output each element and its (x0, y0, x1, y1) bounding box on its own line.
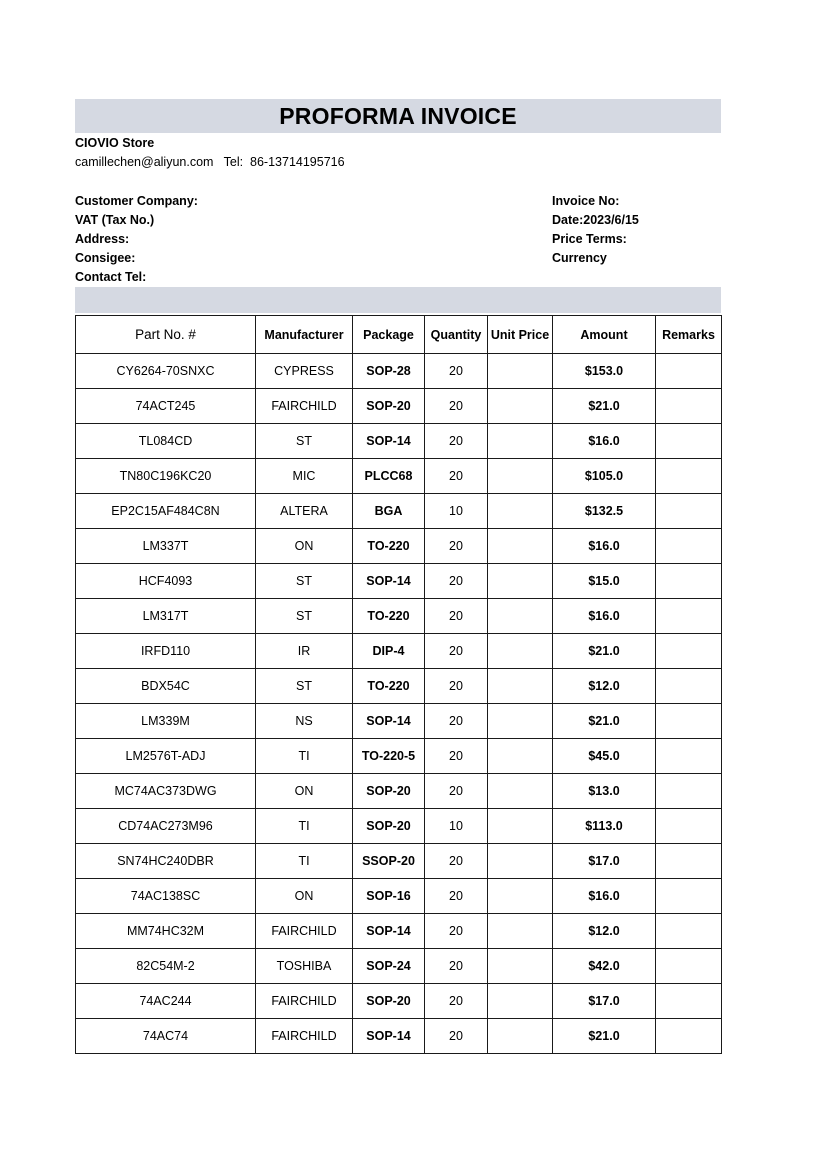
cell-manufacturer: TOSHIBA (256, 949, 353, 984)
cell-part-no: CD74AC273M96 (76, 809, 256, 844)
cell-quantity: 20 (425, 354, 488, 389)
cell-manufacturer: ST (256, 564, 353, 599)
table-row (76, 494, 722, 529)
cell-amount: $21.0 (553, 634, 656, 669)
cell-unit-price (488, 914, 553, 949)
buyer-field-contact-tel: Contact Tel: (75, 270, 147, 284)
buyer-field-consignee: Consigee: (75, 251, 136, 265)
cell-part-no: 74ACT245 (76, 389, 256, 424)
cell-manufacturer: IR (256, 634, 353, 669)
cell-manufacturer: CYPRESS (256, 354, 353, 389)
cell-quantity: 20 (425, 704, 488, 739)
cell-package: SOP-20 (353, 809, 425, 844)
table-row (76, 914, 722, 949)
table-row (76, 879, 722, 914)
cell-manufacturer: FAIRCHILD (256, 984, 353, 1019)
cell-unit-price (488, 389, 553, 424)
column-header-package: Package (353, 316, 425, 354)
cell-quantity: 20 (425, 634, 488, 669)
cell-amount: $16.0 (553, 529, 656, 564)
seller-contact-line: camillechen@aliyun.com Tel: 86-13714195716 (75, 155, 345, 169)
column-header-amount: Amount (553, 316, 656, 354)
cell-quantity: 20 (425, 564, 488, 599)
cell-package: SOP-24 (353, 949, 425, 984)
cell-remarks (656, 634, 722, 669)
cell-remarks (656, 809, 722, 844)
cell-part-no: LM317T (76, 599, 256, 634)
cell-amount: $42.0 (553, 949, 656, 984)
cell-part-no: CY6264-70SNXC (76, 354, 256, 389)
cell-package: SOP-20 (353, 984, 425, 1019)
invoice-field-currency: Currency (552, 251, 607, 265)
cell-package: SOP-14 (353, 914, 425, 949)
cell-part-no: 74AC138SC (76, 879, 256, 914)
cell-quantity: 20 (425, 739, 488, 774)
cell-manufacturer: TI (256, 739, 353, 774)
cell-unit-price (488, 704, 553, 739)
cell-amount: $132.5 (553, 494, 656, 529)
cell-package: SOP-20 (353, 389, 425, 424)
cell-package: SOP-16 (353, 879, 425, 914)
cell-package: SOP-14 (353, 564, 425, 599)
cell-part-no: BDX54C (76, 669, 256, 704)
cell-quantity: 20 (425, 459, 488, 494)
seller-block (75, 134, 675, 172)
cell-package: TO-220-5 (353, 739, 425, 774)
cell-amount: $13.0 (553, 774, 656, 809)
cell-remarks (656, 844, 722, 879)
table-row (76, 354, 722, 389)
cell-remarks (656, 914, 722, 949)
cell-remarks (656, 424, 722, 459)
buyer-field-vat: VAT (Tax No.) (75, 213, 155, 227)
cell-quantity: 20 (425, 774, 488, 809)
column-header-unit-price: Unit Price (488, 316, 553, 354)
buyer-field-address: Address: (75, 232, 130, 246)
invoice-meta (75, 192, 721, 284)
cell-part-no: TN80C196KC20 (76, 459, 256, 494)
cell-unit-price (488, 424, 553, 459)
cell-remarks (656, 459, 722, 494)
cell-unit-price (488, 459, 553, 494)
cell-amount: $16.0 (553, 424, 656, 459)
cell-remarks (656, 879, 722, 914)
cell-unit-price (488, 809, 553, 844)
page-title: PROFORMA INVOICE (279, 102, 517, 129)
cell-manufacturer: ST (256, 599, 353, 634)
cell-remarks (656, 599, 722, 634)
table-row (76, 809, 722, 844)
table-row (76, 1019, 722, 1054)
cell-amount: $15.0 (553, 564, 656, 599)
cell-quantity: 20 (425, 949, 488, 984)
cell-package: DIP-4 (353, 634, 425, 669)
cell-manufacturer: MIC (256, 459, 353, 494)
cell-part-no: MC74AC373DWG (76, 774, 256, 809)
cell-part-no: IRFD110 (76, 634, 256, 669)
cell-manufacturer: TI (256, 809, 353, 844)
cell-manufacturer: ON (256, 529, 353, 564)
cell-unit-price (488, 494, 553, 529)
cell-remarks (656, 739, 722, 774)
invoice-field-number: Invoice No: (552, 194, 620, 208)
cell-manufacturer: ST (256, 669, 353, 704)
table-row (76, 949, 722, 984)
table-header-row (76, 316, 722, 354)
cell-quantity: 10 (425, 809, 488, 844)
cell-unit-price (488, 949, 553, 984)
table-row (76, 739, 722, 774)
cell-amount: $17.0 (553, 844, 656, 879)
table-row (76, 704, 722, 739)
cell-quantity: 20 (425, 424, 488, 459)
table-row (76, 424, 722, 459)
cell-package: SOP-14 (353, 424, 425, 459)
cell-part-no: MM74HC32M (76, 914, 256, 949)
invoice-field-date: Date:2023/6/15 (552, 213, 639, 227)
cell-amount: $12.0 (553, 669, 656, 704)
column-header-part-no: Part No. # (76, 316, 256, 354)
cell-part-no: LM339M (76, 704, 256, 739)
cell-package: TO-220 (353, 669, 425, 704)
cell-package: SOP-20 (353, 774, 425, 809)
cell-unit-price (488, 879, 553, 914)
cell-package: TO-220 (353, 529, 425, 564)
cell-unit-price (488, 599, 553, 634)
cell-part-no: LM337T (76, 529, 256, 564)
cell-quantity: 20 (425, 599, 488, 634)
cell-remarks (656, 494, 722, 529)
cell-quantity: 20 (425, 669, 488, 704)
cell-unit-price (488, 774, 553, 809)
table-row (76, 669, 722, 704)
table-body (76, 354, 722, 1054)
cell-remarks (656, 389, 722, 424)
cell-unit-price (488, 354, 553, 389)
cell-manufacturer: FAIRCHILD (256, 914, 353, 949)
cell-quantity: 20 (425, 879, 488, 914)
cell-package: SOP-28 (353, 354, 425, 389)
cell-quantity: 20 (425, 914, 488, 949)
cell-amount: $113.0 (553, 809, 656, 844)
cell-part-no: LM2576T-ADJ (76, 739, 256, 774)
cell-unit-price (488, 739, 553, 774)
cell-remarks (656, 1019, 722, 1054)
cell-part-no: SN74HC240DBR (76, 844, 256, 879)
cell-quantity: 20 (425, 1019, 488, 1054)
cell-unit-price (488, 984, 553, 1019)
table-header (76, 316, 722, 354)
cell-manufacturer: NS (256, 704, 353, 739)
table-row (76, 984, 722, 1019)
cell-remarks (656, 354, 722, 389)
cell-quantity: 20 (425, 844, 488, 879)
cell-amount: $21.0 (553, 389, 656, 424)
cell-remarks (656, 774, 722, 809)
column-header-manufacturer: Manufacturer (256, 316, 353, 354)
cell-part-no: TL084CD (76, 424, 256, 459)
cell-unit-price (488, 669, 553, 704)
cell-package: PLCC68 (353, 459, 425, 494)
cell-unit-price (488, 844, 553, 879)
cell-remarks (656, 564, 722, 599)
cell-package: SOP-14 (353, 704, 425, 739)
table-row (76, 564, 722, 599)
table-row (76, 459, 722, 494)
cell-manufacturer: ON (256, 879, 353, 914)
buyer-fields (75, 192, 198, 287)
cell-part-no: EP2C15AF484C8N (76, 494, 256, 529)
invoice-field-price-terms: Price Terms: (552, 232, 627, 246)
cell-unit-price (488, 529, 553, 564)
cell-quantity: 20 (425, 389, 488, 424)
table-row (76, 844, 722, 879)
buyer-field-customer-company: Customer Company: (75, 194, 198, 208)
cell-amount: $153.0 (553, 354, 656, 389)
cell-package: SOP-14 (353, 1019, 425, 1054)
cell-amount: $21.0 (553, 704, 656, 739)
cell-quantity: 10 (425, 494, 488, 529)
line-items-table (75, 315, 722, 1054)
cell-part-no: 74AC74 (76, 1019, 256, 1054)
cell-manufacturer: FAIRCHILD (256, 1019, 353, 1054)
cell-part-no: 74AC244 (76, 984, 256, 1019)
cell-amount: $45.0 (553, 739, 656, 774)
cell-manufacturer: ST (256, 424, 353, 459)
table-row (76, 634, 722, 669)
cell-amount: $21.0 (553, 1019, 656, 1054)
cell-unit-price (488, 634, 553, 669)
cell-quantity: 20 (425, 529, 488, 564)
cell-quantity: 20 (425, 984, 488, 1019)
table-row (76, 529, 722, 564)
cell-amount: $105.0 (553, 459, 656, 494)
table-row (76, 774, 722, 809)
invoice-fields (552, 192, 639, 268)
invoice-title-band (75, 99, 721, 133)
cell-package: BGA (353, 494, 425, 529)
cell-amount: $16.0 (553, 599, 656, 634)
table-top-band (75, 287, 721, 313)
cell-remarks (656, 669, 722, 704)
cell-remarks (656, 529, 722, 564)
cell-manufacturer: FAIRCHILD (256, 389, 353, 424)
seller-store-name: CIOVIO Store (75, 136, 155, 150)
table-row (76, 599, 722, 634)
column-header-quantity: Quantity (425, 316, 488, 354)
cell-remarks (656, 949, 722, 984)
cell-package: SSOP-20 (353, 844, 425, 879)
cell-part-no: HCF4093 (76, 564, 256, 599)
cell-package: TO-220 (353, 599, 425, 634)
cell-unit-price (488, 564, 553, 599)
cell-amount: $17.0 (553, 984, 656, 1019)
table-row (76, 389, 722, 424)
cell-unit-price (488, 1019, 553, 1054)
cell-remarks (656, 984, 722, 1019)
cell-manufacturer: TI (256, 844, 353, 879)
cell-manufacturer: ALTERA (256, 494, 353, 529)
cell-remarks (656, 704, 722, 739)
cell-manufacturer: ON (256, 774, 353, 809)
cell-part-no: 82C54M-2 (76, 949, 256, 984)
column-header-remarks: Remarks (656, 316, 722, 354)
cell-amount: $16.0 (553, 879, 656, 914)
cell-amount: $12.0 (553, 914, 656, 949)
